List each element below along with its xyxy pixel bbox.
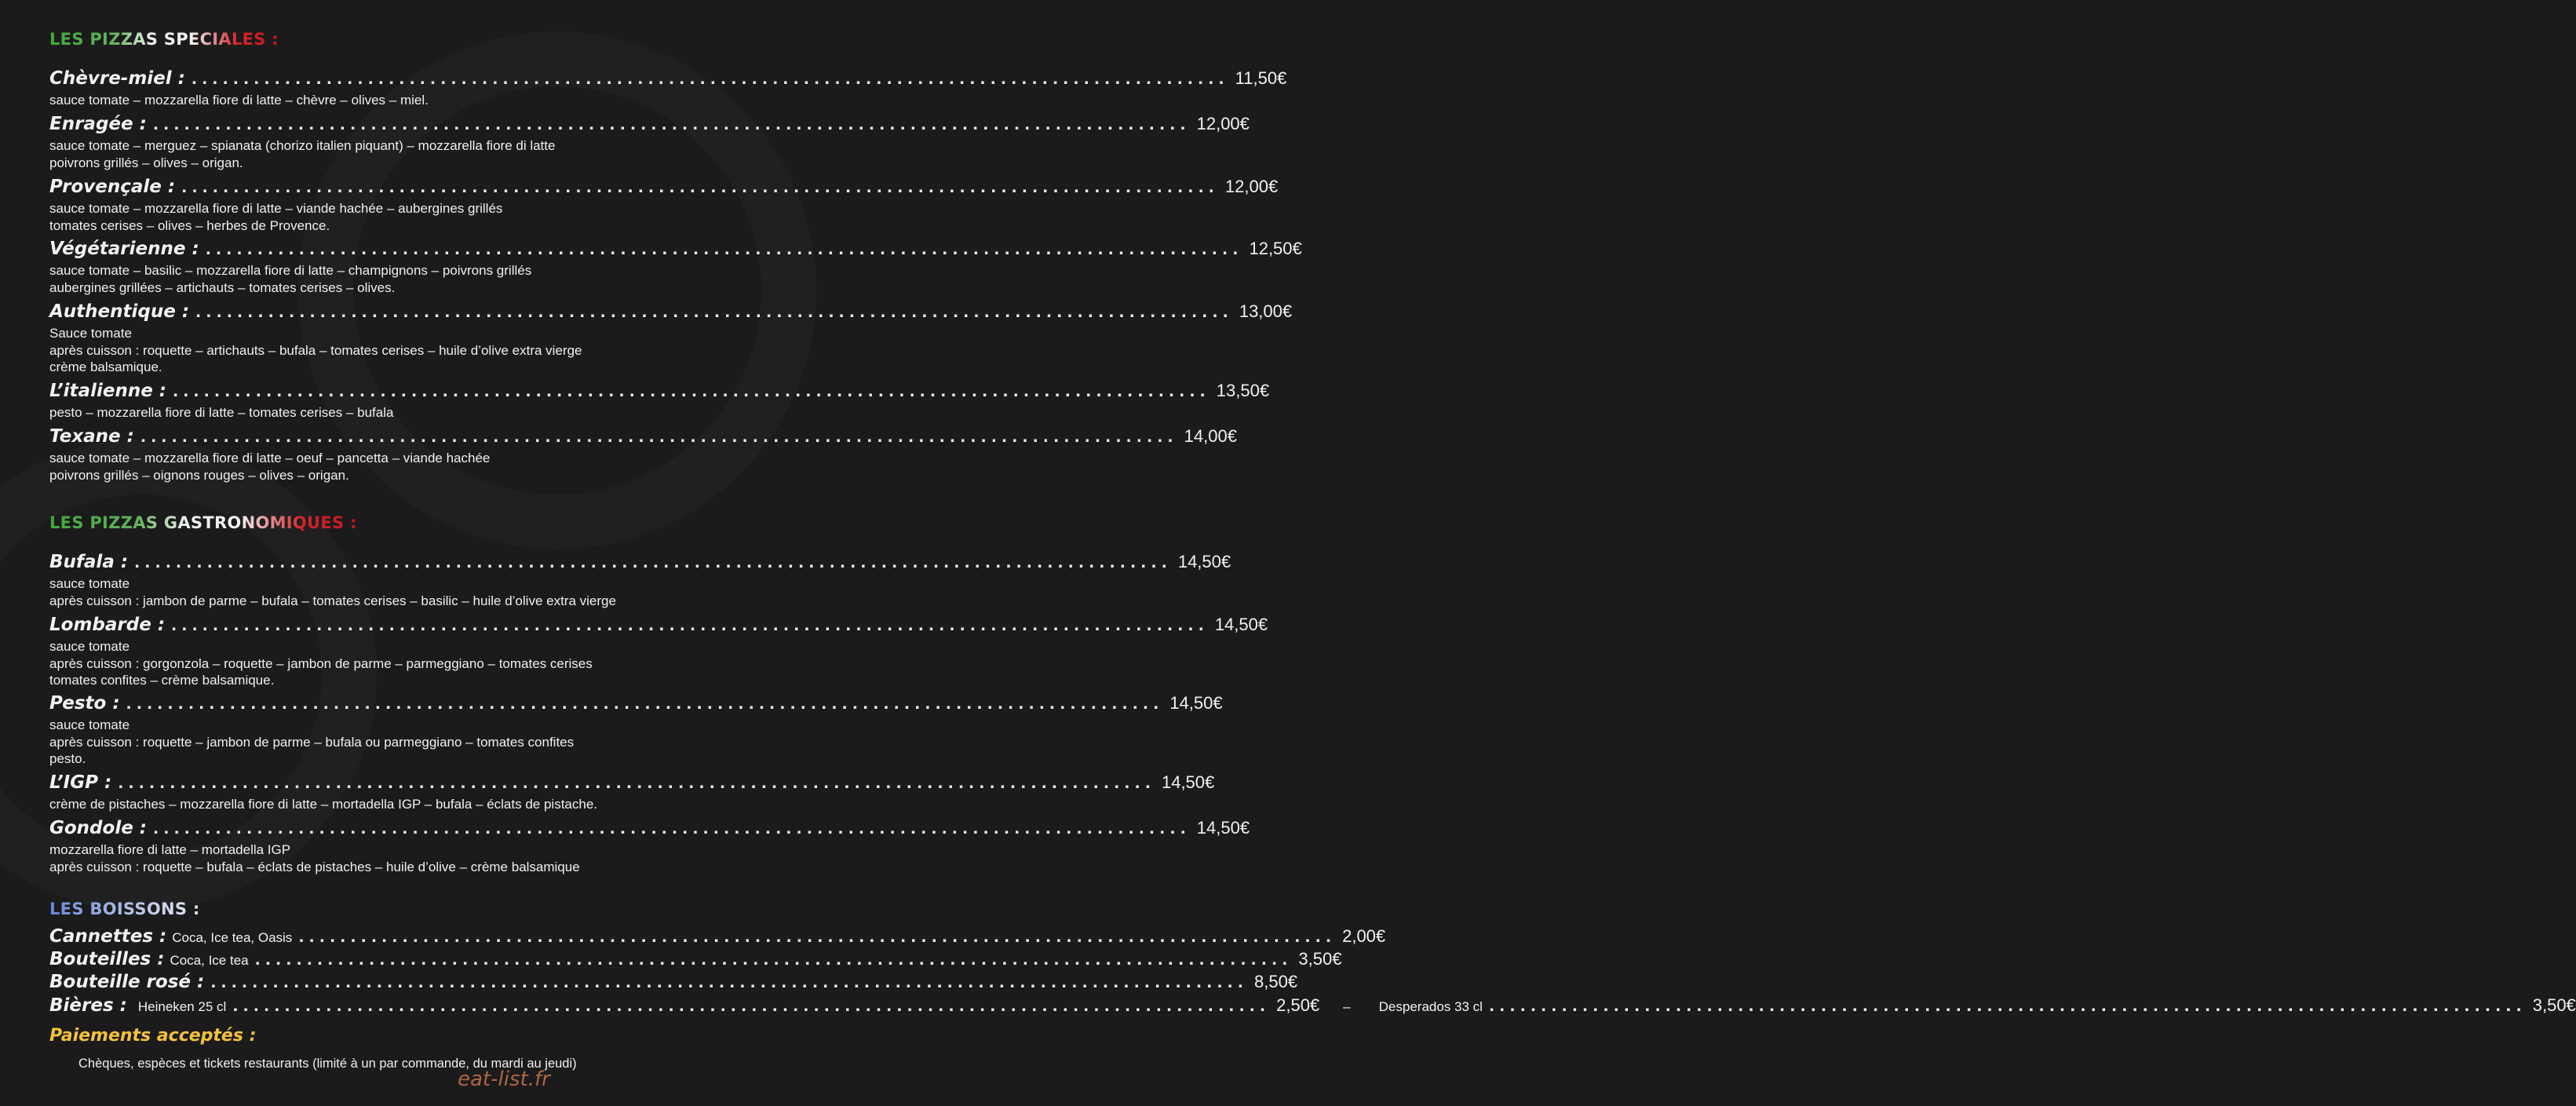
drink-row-bieres xyxy=(49,995,2576,1019)
menu-item-chevre-miel xyxy=(49,68,1287,109)
dot-leader: .................................................................................................... xyxy=(173,383,1210,400)
menu-item-lombarde xyxy=(49,615,1268,689)
beer-price-desperados: 3,50€ xyxy=(2532,995,2576,1015)
section-title-pizzas-speciales: LES PIZZAS SPECIALES : xyxy=(49,30,279,49)
item-name: Végétarienne : xyxy=(49,239,199,259)
drink-row-bouteille-rose xyxy=(49,972,1298,995)
menu-item-ligp xyxy=(49,772,1215,813)
item-description: après cuisson : roquette – artichauts – bufala – tomates cerises – huile d’olive extra vierge xyxy=(49,342,582,358)
item-name: L’italienne : xyxy=(49,381,166,401)
dot-leader: .................................................................................................... xyxy=(118,775,1155,792)
drink-note: Coca, Ice tea xyxy=(170,953,249,968)
dot-leader: .................................................................................................... xyxy=(232,998,1271,1015)
dot-leader: .................................................................................................... xyxy=(205,241,1243,258)
dot-leader: .................................................................................................... xyxy=(153,820,1191,838)
item-price: 12,50€ xyxy=(1249,239,1302,258)
item-name: Lombarde : xyxy=(49,615,166,635)
dot-leader: .................................................................................................... xyxy=(210,974,1248,991)
menu-item-litalienne xyxy=(49,381,1270,422)
dot-leader: .................................................................................................... xyxy=(298,929,1337,946)
dot-leader: .................................................................................................... xyxy=(254,951,1293,969)
item-description: pesto. xyxy=(49,751,86,766)
item-price: 12,00€ xyxy=(1196,114,1250,133)
payment-methods-text: Chèques, espèces et tickets restaurants (limité à un par commande, du mardi au jeudi) xyxy=(78,1057,577,1071)
item-name: Provençale : xyxy=(49,177,176,197)
menu-item-gondole xyxy=(49,818,1250,875)
item-description: après cuisson : roquette – jambon de parme – bufala ou parmeggiano – tomates confites xyxy=(49,734,575,750)
item-description: après cuisson : roquette – bufala – éclats de pistaches – huile d’olive – crème balsamique xyxy=(49,859,580,874)
dot-leader: .................................................................................................... xyxy=(152,116,1191,133)
item-name: Gondole : xyxy=(49,818,148,838)
drink-price: 8,50€ xyxy=(1253,972,1298,991)
item-price: 14,50€ xyxy=(1161,772,1215,792)
item-name: Pesto : xyxy=(49,693,120,714)
item-description: poivrons grillés – oignons rouges – olives – origan. xyxy=(49,467,349,483)
item-description: sauce tomate – mozzarella fiore di latte – oeuf – pancetta – viande hachée xyxy=(49,451,491,465)
item-price: 14,50€ xyxy=(1177,552,1231,571)
drink-name: Bières : xyxy=(49,995,127,1016)
item-price: 11,50€ xyxy=(1235,68,1287,88)
item-description: tomates cerises – olives – herbes de Provence. xyxy=(49,217,330,233)
dot-leader: .................................................................................................... xyxy=(126,695,1164,713)
item-description: après cuisson : jambon de parme – bufala – tomates cerises – basilic – huile d’olive extra vierge xyxy=(49,593,616,608)
item-price: 14,50€ xyxy=(1196,818,1250,838)
item-description: aubergines grillées – artichauts – tomates cerises – olives. xyxy=(49,279,396,295)
menu-item-vegetarienne xyxy=(49,239,1302,296)
drink-price: 3,50€ xyxy=(1298,949,1342,969)
dot-leader: .................................................................................................... xyxy=(134,554,1172,571)
menu-item-bufala xyxy=(49,552,1231,609)
beer-option-desperados: Desperados 33 cl xyxy=(1378,999,1483,1014)
item-price: 14,50€ xyxy=(1169,693,1223,713)
item-description: après cuisson : gorgonzola – roquette – jambon de parme – parmeggiano – tomates cerises xyxy=(49,655,593,671)
menu-item-authentique xyxy=(49,301,1293,376)
menu-item-texane xyxy=(49,426,1237,484)
item-description: poivrons grillés – olives – origan. xyxy=(49,155,243,170)
item-description: tomates confites – crème balsamique. xyxy=(49,673,275,688)
dot-leader: .................................................................................................... xyxy=(140,429,1178,446)
item-description: sauce tomate – mozzarella fiore di latte – chèvre – olives – miel. xyxy=(49,93,429,108)
beer-separator: – xyxy=(1343,999,1351,1014)
menu-item-enragee xyxy=(49,114,1250,171)
item-description: crème balsamique. xyxy=(49,360,162,374)
item-description: pesto – mozzarella fiore di latte – tomates cerises – bufala xyxy=(49,405,394,420)
item-description: crème de pistaches – mozzarella fiore di latte – mortadella IGP – bufala – éclats de pistache. xyxy=(49,797,598,812)
drink-name: Cannettes : xyxy=(49,926,167,947)
dot-leader: .................................................................................................... xyxy=(171,617,1209,634)
drink-note: Coca, Ice tea, Oasis xyxy=(172,930,293,945)
item-description: mozzarella fiore di latte – mortadella IGP xyxy=(49,842,291,857)
drink-row-cannettes xyxy=(49,926,1386,950)
item-description: sauce tomate xyxy=(49,576,130,591)
watermark-text: eat-list.fr xyxy=(458,1068,550,1091)
item-price: 13,00€ xyxy=(1239,301,1293,321)
drink-name: Bouteille rosé : xyxy=(49,972,205,992)
drink-row-bouteilles xyxy=(49,949,1342,973)
item-price: 13,50€ xyxy=(1216,381,1270,400)
item-name: Bufala : xyxy=(49,552,129,572)
dot-leader: .................................................................................................... xyxy=(181,179,1219,196)
item-name: L’IGP : xyxy=(49,772,112,793)
item-description: sauce tomate – merguez – spianata (chorizo italien piquant) – mozzarella fiore di latte xyxy=(49,138,556,153)
item-description: sauce tomate – mozzarella fiore di latte – viande hachée – aubergines grillés xyxy=(49,201,503,216)
item-price: 14,00€ xyxy=(1184,426,1237,446)
item-description: sauce tomate xyxy=(49,639,130,654)
item-description: Sauce tomate xyxy=(49,326,132,341)
payment-title: Paiements acceptés : xyxy=(49,1026,257,1046)
item-price: 14,50€ xyxy=(1214,615,1268,634)
section-title-pizzas-gastronomiques: LES PIZZAS GASTRONOMIQUES : xyxy=(49,513,357,532)
item-description: sauce tomate xyxy=(49,717,130,732)
menu-item-provencale xyxy=(49,177,1279,234)
menu-item-pesto xyxy=(49,693,1223,768)
item-price: 12,00€ xyxy=(1224,177,1279,196)
drink-price: 2,00€ xyxy=(1342,926,1386,946)
dot-leader: .................................................................................................... xyxy=(195,304,1233,321)
dot-leader: .................................................................................................... xyxy=(1488,998,2527,1015)
item-name: Enragée : xyxy=(49,114,147,134)
section-title-boissons: LES BOISSONS : xyxy=(49,900,200,918)
beer-price-heineken: 2,50€ xyxy=(1276,995,1320,1015)
item-name: Authentique : xyxy=(49,301,190,322)
item-name: Texane : xyxy=(49,426,134,447)
item-description: sauce tomate – basilic – mozzarella fiore di latte – champignons – poivrons grillés xyxy=(49,263,532,278)
beer-option-heineken: Heineken 25 cl xyxy=(137,999,227,1014)
dot-leader: .................................................................................................... xyxy=(191,71,1229,88)
item-name: Chèvre-miel : xyxy=(49,68,185,89)
drink-name: Bouteilles : xyxy=(49,949,165,969)
